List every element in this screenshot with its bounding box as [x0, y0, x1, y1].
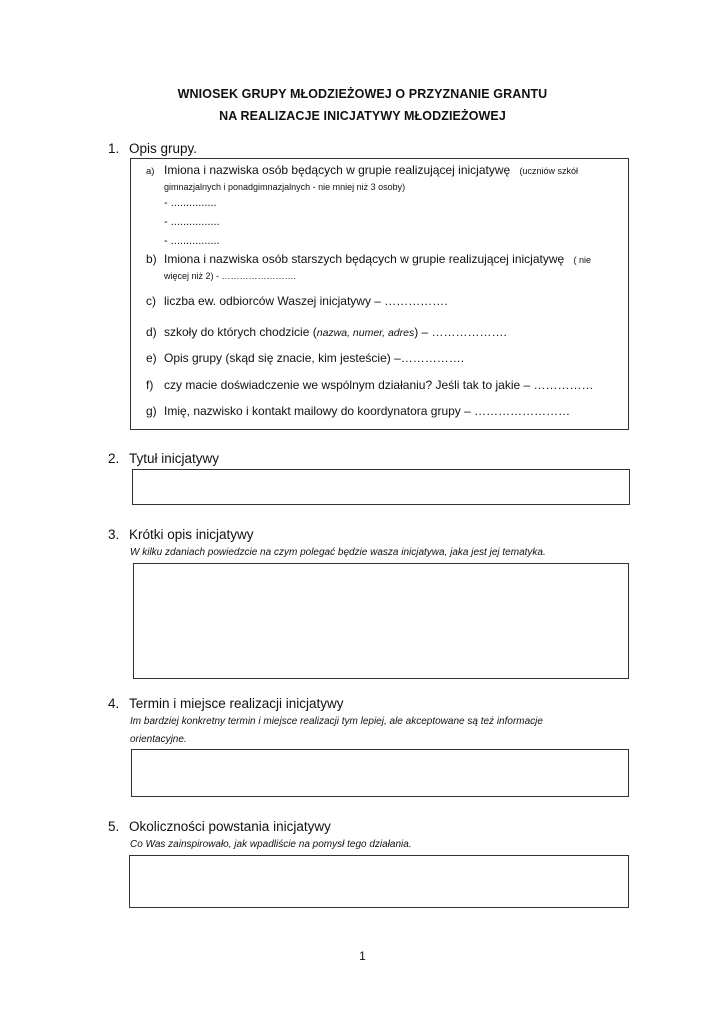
item-a-note: (uczniów szkół: [519, 166, 579, 176]
item-f: [146, 378, 594, 392]
section4-title: Termin i miejsce realizacji inicjatywy: [129, 696, 344, 711]
section5-hint: Co Was zainspirowało, jak wpadliście na pomysł tego działania.: [130, 839, 412, 850]
member-line-3[interactable]: - ................: [164, 235, 220, 247]
initiative-title-field[interactable]: [132, 469, 630, 505]
section4-number: 4.: [108, 696, 120, 711]
item-d-text-before: szkoły do których chodzicie (: [164, 325, 317, 339]
item-d-text-italic: nazwa, numer, adres: [316, 327, 415, 339]
initiative-description-field[interactable]: [133, 563, 629, 679]
item-b-text: Imiona i nazwiska osób starszych będących w grupie realizującej inicjatywę: [164, 252, 565, 266]
item-f-label: f): [146, 378, 154, 392]
item-b-note-cont: więcej niż 2) - …………………….: [164, 271, 297, 281]
date-place-field[interactable]: [131, 749, 629, 797]
section1-title: Opis grupy.: [129, 141, 198, 156]
document-title-line1: WNIOSEK GRUPY MŁODZIEŻOWEJ O PRZYZNANIE GRANTU: [177, 87, 548, 101]
section1-heading: [108, 141, 197, 156]
member-line-1[interactable]: - ...............: [164, 197, 217, 209]
item-g: [146, 404, 570, 418]
section5-number: 5.: [108, 819, 120, 834]
item-e: [146, 351, 464, 365]
section5-heading: [108, 819, 331, 834]
item-b-label: b): [146, 252, 157, 266]
item-d: [146, 325, 507, 339]
circumstances-field[interactable]: [129, 855, 629, 908]
item-a: [146, 163, 578, 177]
section2-number: 2.: [108, 451, 120, 466]
section4-heading: [108, 696, 344, 711]
item-g-text: Imię, nazwisko i kontakt mailowy do koordynatora grupy – ……………………: [164, 404, 571, 418]
item-e-label: e): [146, 351, 157, 365]
section2-title: Tytuł inicjatywy: [129, 451, 220, 466]
item-c-text: liczba ew. odbiorców Waszej inicjatywy – …………….: [164, 294, 448, 308]
item-a-text: Imiona i nazwiska osób będących w grupie realizującej inicjatywę: [164, 163, 511, 177]
item-c: [146, 294, 448, 308]
page-number: 1: [359, 949, 366, 963]
section5-title: Okoliczności powstania inicjatywy: [129, 819, 331, 834]
item-b-note: ( nie: [573, 255, 592, 265]
item-b: [146, 252, 591, 266]
section4-hint-line2: orientacyjne.: [130, 734, 187, 745]
item-e-text: Opis grupy (skąd się znacie, kim jesteście) –…………….: [164, 351, 465, 365]
section4-hint-line1: Im bardziej konkretny termin i miejsce realizacji tym lepiej, ale akceptowane są też informacje: [130, 716, 543, 727]
item-a-note-cont: gimnazjalnych i ponadgimnazjalnych - nie mniej niż 3 osoby): [164, 182, 406, 192]
section1-number: 1.: [108, 141, 120, 156]
document-title-line2: NA REALIZACJE INICJATYWY MŁODZIEŻOWEJ: [219, 109, 506, 123]
member-line-2[interactable]: - ................: [164, 216, 220, 228]
section3-title: Krótki opis inicjatywy: [129, 527, 254, 542]
item-d-text-after: ) – ……………….: [414, 325, 507, 339]
item-f-text: czy macie doświadczenie we wspólnym działaniu? Jeśli tak to jakie – ……………: [164, 378, 594, 392]
item-g-label: g): [146, 404, 157, 418]
section3-number: 3.: [108, 527, 120, 542]
item-c-label: c): [146, 294, 156, 308]
section3-hint: W kilku zdaniach powiedzcie na czym polegać będzie wasza inicjatywa, jaka jest jej tematyka.: [130, 547, 546, 558]
section2-heading: [108, 451, 219, 466]
item-a-label: a): [146, 166, 155, 177]
item-d-label: d): [146, 325, 157, 339]
section3-heading: [108, 527, 254, 542]
